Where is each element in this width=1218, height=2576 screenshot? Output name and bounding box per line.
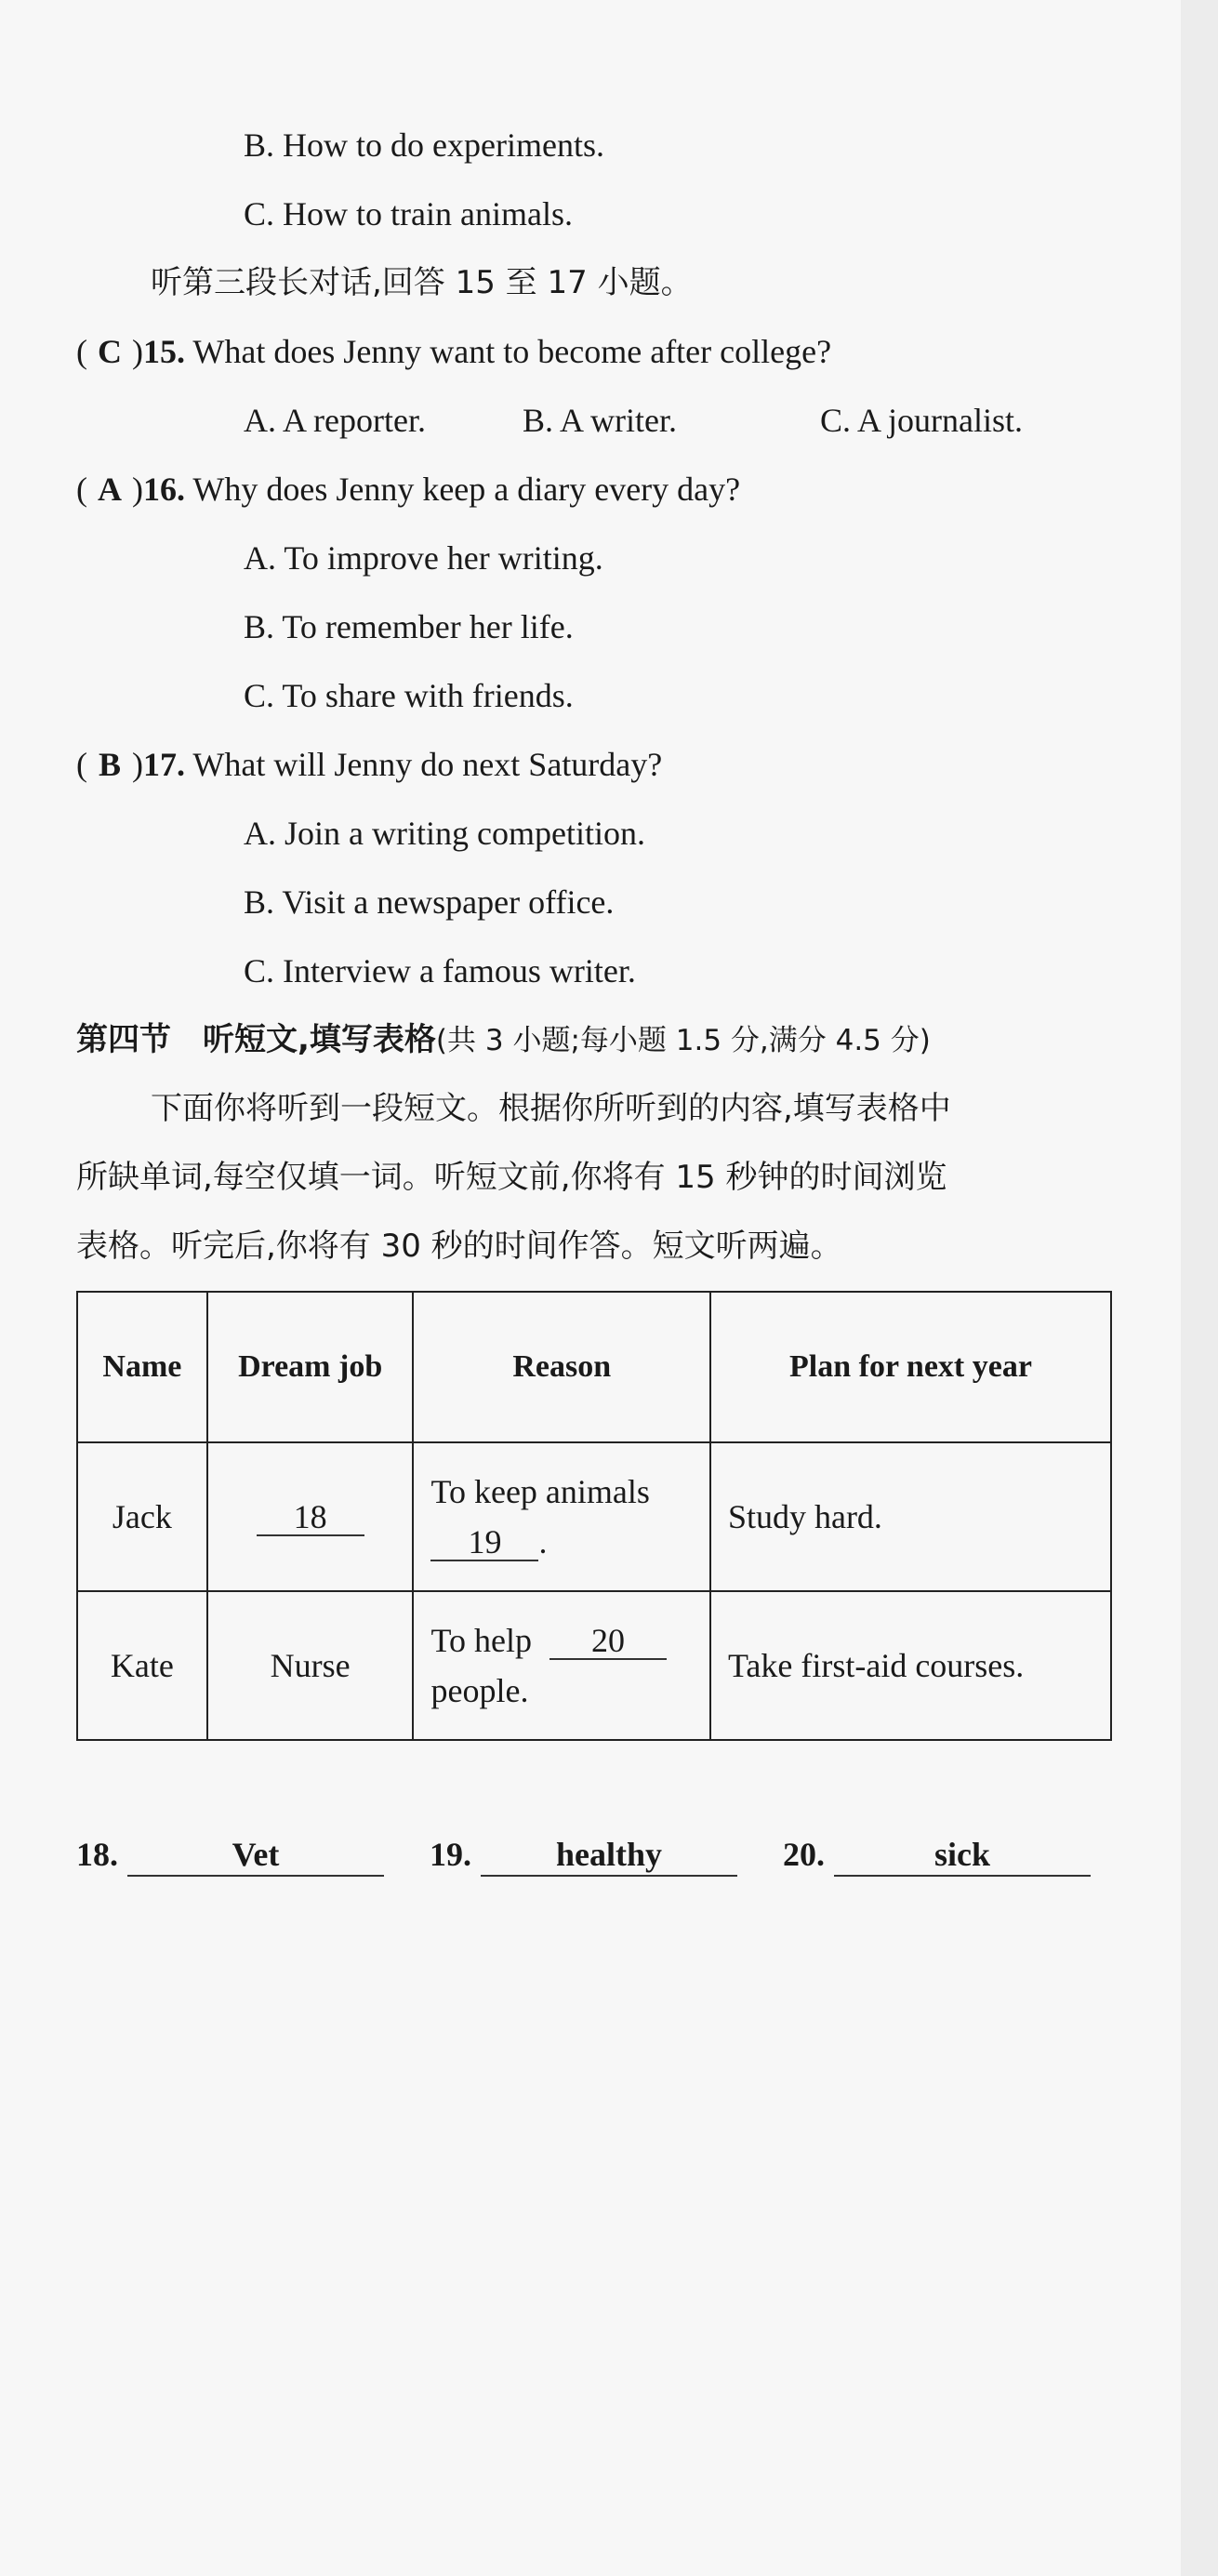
fill-in-table: [76, 1291, 1112, 1741]
question-17-answer: B: [98, 746, 121, 783]
section-4-heading: [76, 1019, 931, 1061]
question-16: [76, 469, 740, 510]
option-a: A. To improve her writing.: [244, 539, 603, 577]
reason-text: To keep animals: [430, 1473, 650, 1510]
answer-value: Vet: [127, 1834, 384, 1877]
answer-number: 18.: [76, 1836, 118, 1873]
paren-close: ): [132, 333, 143, 370]
cell-reason: [413, 1591, 709, 1740]
option-c-prev: C. How to train animals.: [244, 195, 573, 232]
question-17-text: What will Jenny do next Saturday?: [192, 746, 663, 783]
option-c: C. To share with friends.: [244, 677, 574, 714]
option-b: B. To remember her life.: [244, 608, 574, 645]
cell-dream-job: Nurse: [207, 1591, 414, 1740]
header-name: Name: [77, 1292, 207, 1442]
instruction-part3: 听第三段长对话,回答 15 至 17 小题。: [151, 264, 693, 301]
answer-19: [430, 1834, 737, 1877]
table-header-row: [77, 1292, 1111, 1442]
question-16-answer: A: [98, 471, 122, 508]
section-4-para-line2: 所缺单词,每空仅填一词。听短文前,你将有 15 秒钟的时间浏览: [76, 1159, 947, 1196]
section-4-title: 第四节 听短文,填写表格: [76, 1021, 436, 1058]
answer-number: 20.: [783, 1836, 825, 1873]
paren-open: (: [76, 746, 87, 783]
blank-20: 20: [549, 1623, 667, 1660]
paren-open: (: [76, 333, 87, 370]
cell-name: Jack: [77, 1442, 207, 1591]
option-c: C. Interview a famous writer.: [244, 952, 636, 989]
section-4-para-line1: 下面你将听到一段短文。根据你所听到的内容,填写表格中: [151, 1090, 951, 1127]
cell-plan: Study hard.: [710, 1442, 1111, 1591]
page-edge-shadow: [1181, 0, 1218, 2576]
cell-name: Kate: [77, 1591, 207, 1740]
cell-dream-job: [207, 1442, 414, 1591]
header-plan: Plan for next year: [710, 1292, 1111, 1442]
table-row: [77, 1591, 1111, 1740]
paren-open: (: [76, 471, 87, 508]
option-a: A. A reporter.: [244, 402, 426, 439]
option-b: B. Visit a newspaper office.: [244, 883, 615, 921]
cell-reason: [413, 1442, 709, 1591]
section-4-para-line3: 表格。听完后,你将有 30 秒的时间作答。短文听两遍。: [76, 1228, 842, 1265]
answer-number: 19.: [430, 1836, 471, 1873]
answer-18: [76, 1834, 384, 1877]
reason-period: .: [538, 1523, 548, 1560]
question-16-number: 16.: [143, 471, 185, 508]
option-b: B. A writer.: [523, 402, 678, 439]
paren-close: ): [132, 471, 143, 508]
header-reason: Reason: [413, 1292, 709, 1442]
answer-value: healthy: [481, 1834, 737, 1877]
question-15-number: 15.: [143, 333, 185, 370]
question-15-answer: C: [98, 333, 122, 370]
option-b-prev: B. How to do experiments.: [244, 126, 604, 164]
answer-value: sick: [834, 1834, 1091, 1877]
question-16-text: Why does Jenny keep a diary every day?: [192, 471, 741, 508]
reason-text-cont: people.: [430, 1672, 529, 1709]
question-17-number: 17.: [143, 746, 185, 783]
section-4-scoring: (共 3 小题;每小题 1.5 分,满分 4.5 分): [435, 1024, 931, 1057]
option-c: C. A journalist.: [820, 402, 1024, 439]
question-17: [76, 744, 662, 785]
cell-plan: Take first-aid courses.: [710, 1591, 1111, 1740]
question-15: [76, 331, 831, 372]
reason-text: To help: [430, 1622, 532, 1659]
paren-close: ): [132, 746, 143, 783]
answer-20: [783, 1834, 1091, 1877]
header-dream-job: Dream job: [207, 1292, 414, 1442]
blank-18: 18: [257, 1499, 364, 1536]
blank-19: 19: [430, 1524, 538, 1561]
option-a: A. Join a writing competition.: [244, 815, 645, 852]
question-15-text: What does Jenny want to become after college?: [192, 333, 832, 370]
table-row: [77, 1442, 1111, 1591]
